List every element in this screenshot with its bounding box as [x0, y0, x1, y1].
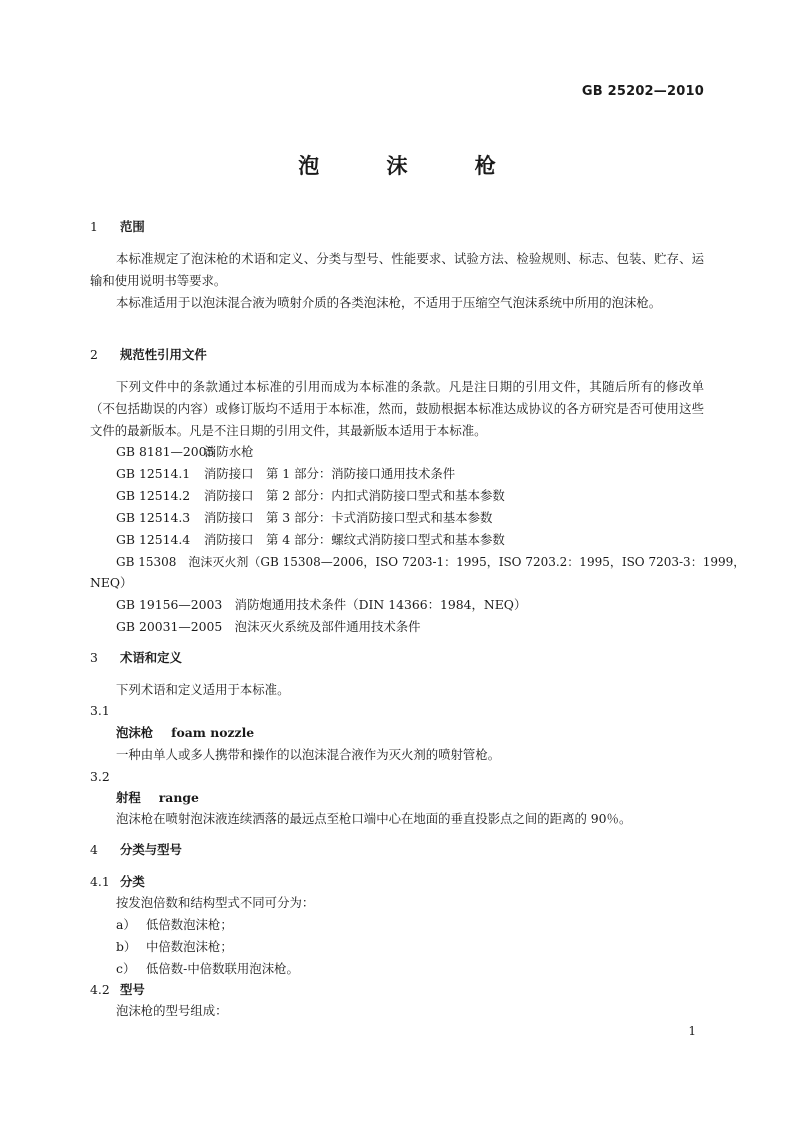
page-title: 泡 沫 枪 — [298, 154, 526, 178]
reference-item: GB 20031—2005 泡沫灭火系统及部件通用技术条件 — [116, 619, 421, 634]
section-1-heading: 1 范围 — [90, 219, 145, 234]
reference-item-continuation: NEQ） — [90, 575, 133, 590]
section-4-heading: 4 分类与型号 — [90, 842, 182, 857]
section-3-heading: 3 术语和定义 — [90, 650, 182, 665]
subsection-4-2-heading: 4.2 型号 — [90, 982, 145, 997]
section-3-intro: 下列术语和定义适用于本标准。 — [116, 682, 290, 697]
section-2-heading: 2 规范性引用文件 — [90, 347, 207, 362]
term-3-1: 泡沫枪 foam nozzle — [116, 725, 255, 740]
reference-item: GB 15308 泡沫灭火剂（GB 15308—2006，ISO 7203-1：1995，ISO 7203.2：1995，ISO 7203-3：1999， — [116, 555, 746, 569]
reference-item: GB 8181—2005消防水枪 — [116, 444, 254, 459]
reference-item: GB 12514.2 消防接口 第 2 部分：内扣式消防接口型式和基本参数 — [116, 488, 505, 503]
list-item: c） 低倍数-中倍数联用泡沫枪。 — [116, 961, 299, 976]
standard-code: GB 25202—2010 — [581, 84, 704, 99]
list-item: b） 中倍数泡沫枪； — [116, 939, 233, 954]
term-3-1-number: 3.1 — [90, 703, 110, 718]
reference-item: GB 12514.4 消防接口 第 4 部分：螺纹式消防接口型式和基本参数 — [116, 532, 505, 547]
reference-item: GB 19156—2003 消防炮通用技术条件（DIN 14366：1984，NEQ） — [116, 597, 527, 612]
term-3-2: 射程 range — [116, 790, 199, 805]
section-1-paragraph-1: 本标准规定了泡沫枪的术语和定义、分类与型号、性能要求、试验方法、检验规则、标志、包装、贮存、运输和使用说明书等要求。 — [90, 251, 704, 288]
section-1-paragraph-2: 本标准适用于以泡沫混合液为喷射介质的各类泡沫枪，不适用于压缩空气泡沫系统中所用的泡沫枪。 — [116, 295, 662, 310]
page-number: 1 — [688, 1024, 696, 1038]
term-3-2-definition: 泡沫枪在喷射泡沫液连续洒落的最远点至枪口端中心在地面的垂直投影点之间的距离的 90％。 — [116, 811, 632, 826]
term-3-2-number: 3.2 — [90, 769, 110, 784]
reference-item: GB 12514.1 消防接口 第 1 部分：消防接口通用技术条件 — [116, 466, 456, 481]
subsection-4-2-intro: 泡沫枪的型号组成： — [116, 1003, 228, 1018]
subsection-4-1-intro: 按发泡倍数和结构型式不同可分为： — [116, 895, 315, 910]
reference-item: GB 12514.3 消防接口 第 3 部分：卡式消防接口型式和基本参数 — [116, 510, 493, 525]
term-3-1-definition: 一种由单人或多人携带和操作的以泡沫混合液作为灭火剂的喷射管枪。 — [116, 747, 501, 762]
section-2-paragraph: 下列文件中的条款通过本标准的引用而成为本标准的条款。凡是注日期的引用文件，其随后所有的修改单（不包括勘误的内容）或修订版均不适用于本标准，然而，鼓励根据本标准达成协议的各方研究是否可使用这些文件的最新版本。凡是不注日期的引用文件，其最新版本适用于本标准。 — [90, 379, 704, 438]
subsection-4-1-heading: 4.1 分类 — [90, 874, 145, 889]
list-item: a） 低倍数泡沫枪； — [116, 917, 233, 932]
